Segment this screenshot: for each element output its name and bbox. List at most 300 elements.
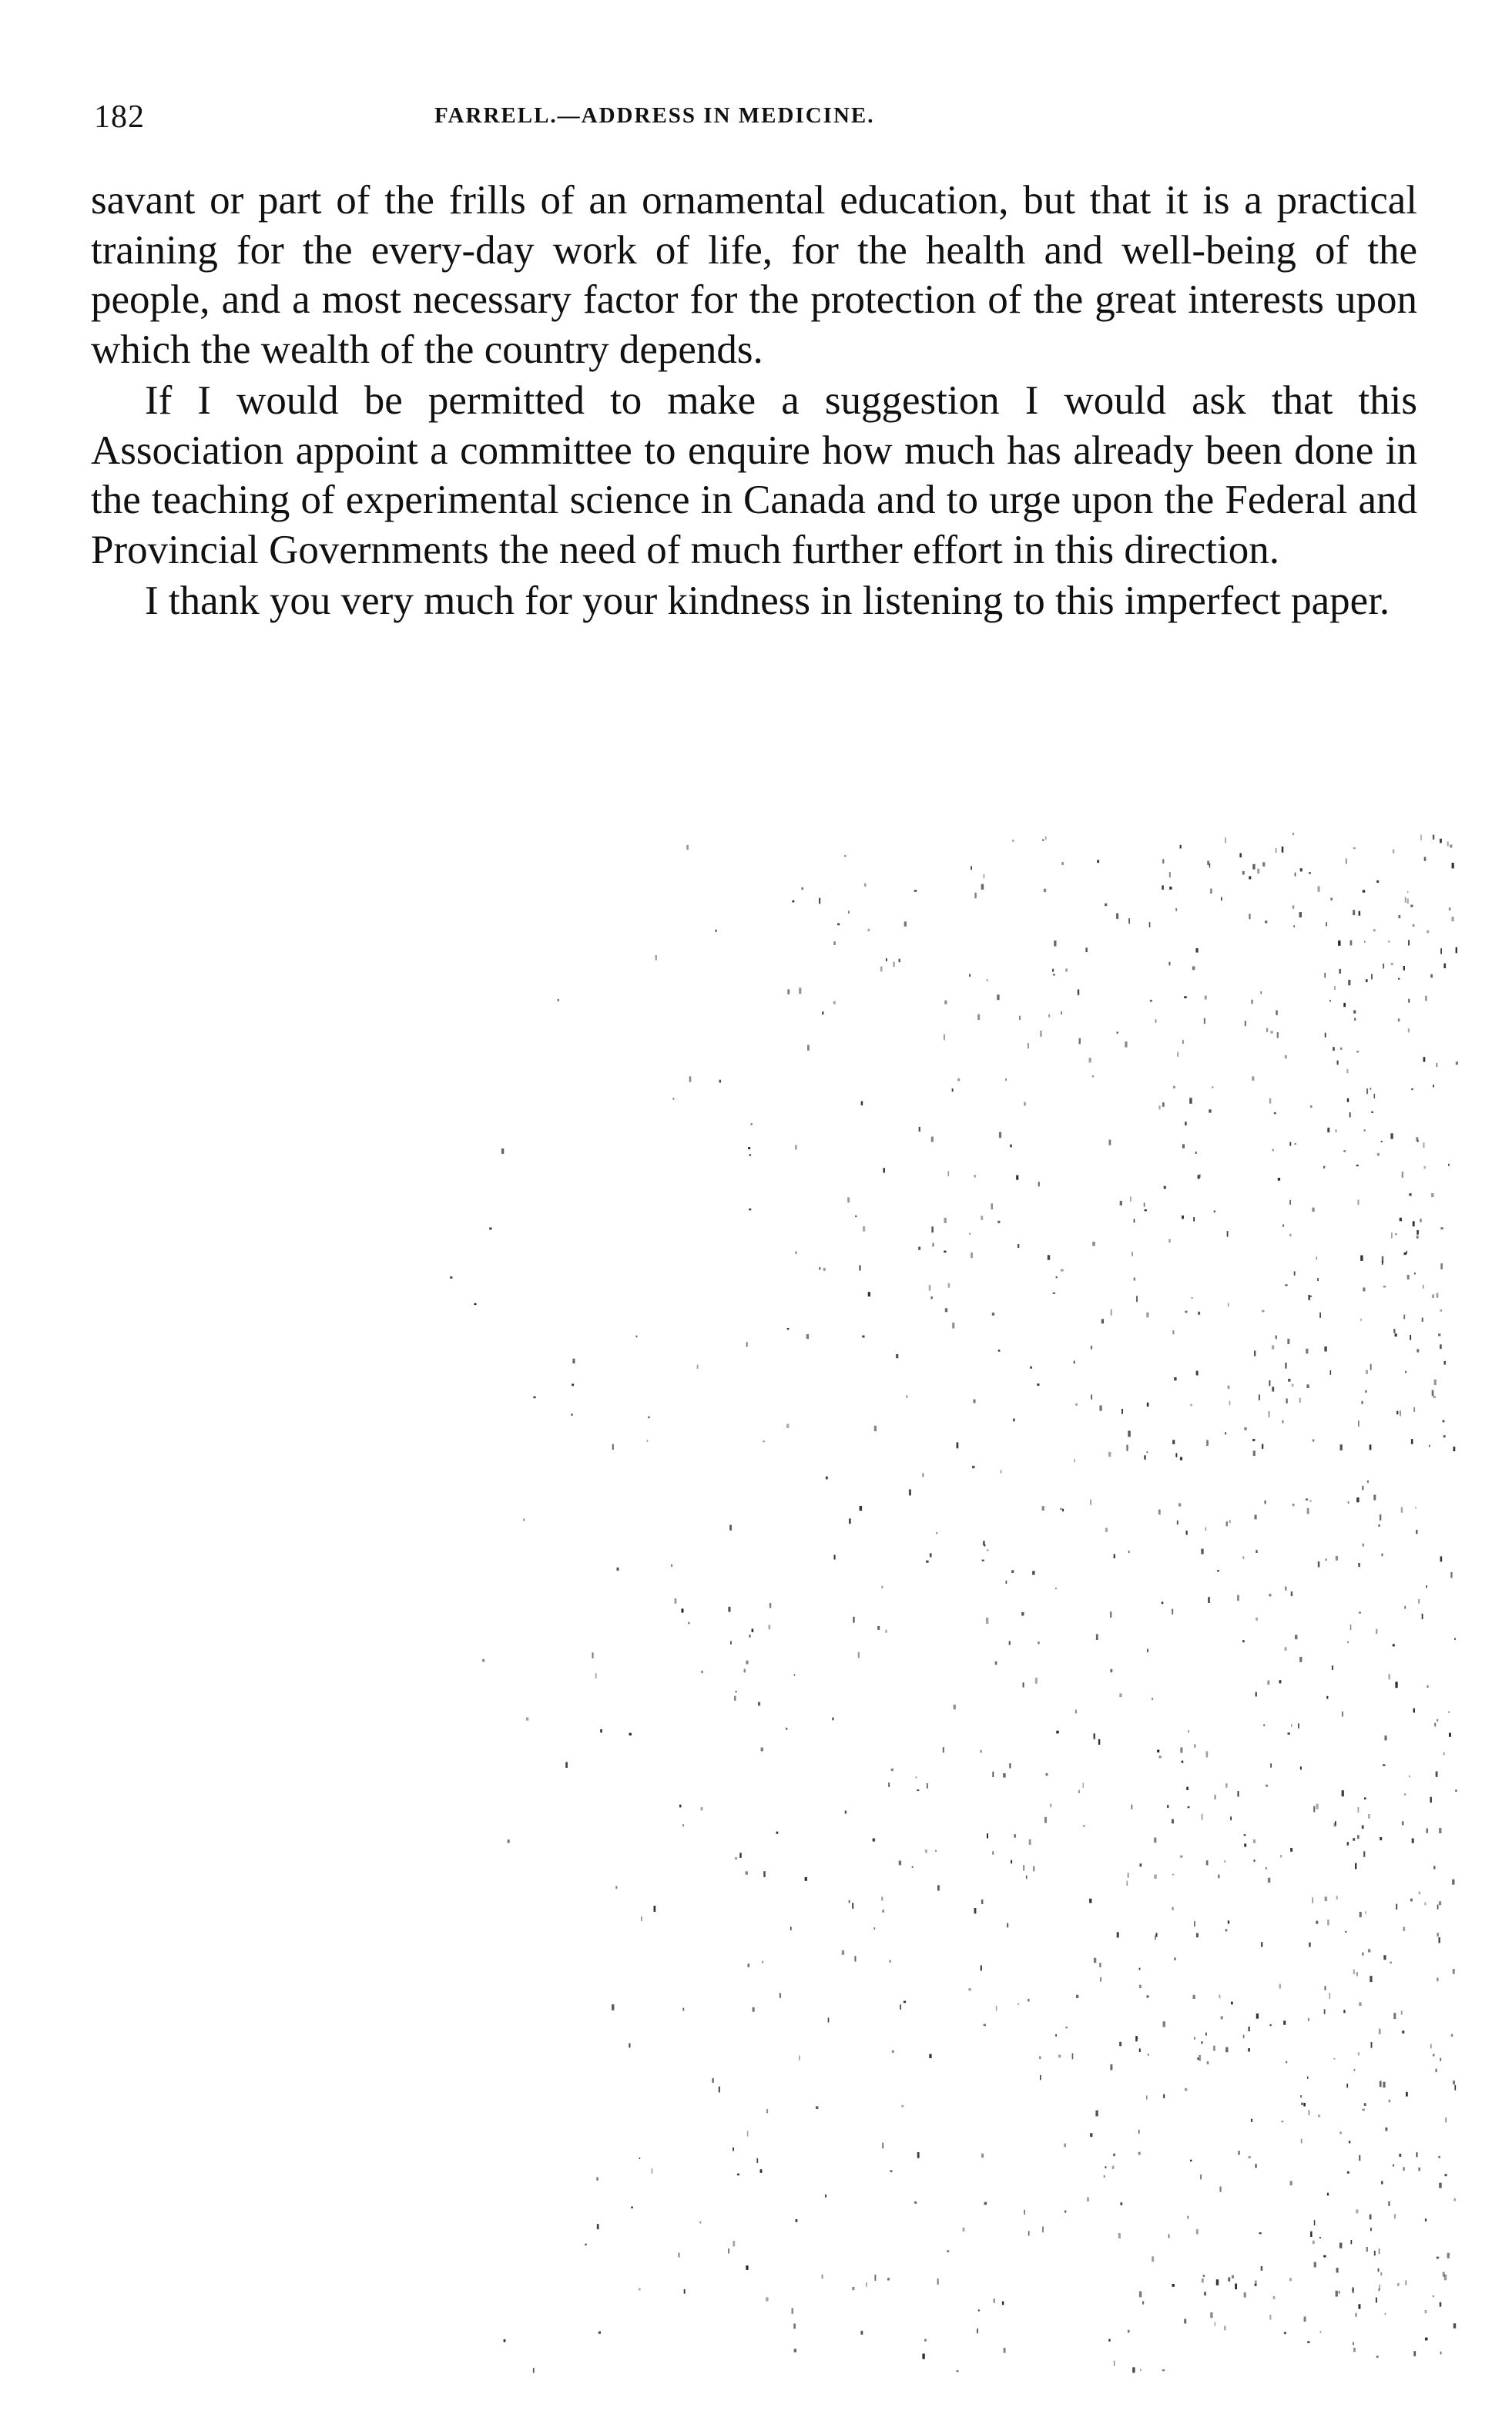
speckle-dot bbox=[984, 2024, 986, 2027]
speckle-dot bbox=[1353, 2348, 1356, 2352]
speckle-dot bbox=[1306, 1349, 1308, 1354]
speckle-dot bbox=[1329, 1000, 1331, 1001]
speckle-dot bbox=[1398, 915, 1400, 918]
speckle-dot bbox=[1342, 1790, 1344, 1796]
speckle-dot bbox=[1414, 1273, 1416, 1274]
speckle-dot bbox=[1286, 1399, 1288, 1403]
page-number: 182 bbox=[94, 99, 145, 135]
speckle-dot bbox=[1347, 1842, 1349, 1845]
speckle-dot bbox=[615, 1886, 617, 1889]
speckle-dot bbox=[1186, 1531, 1188, 1534]
speckle-dot bbox=[1430, 1797, 1432, 1802]
speckle-dot bbox=[762, 1961, 763, 1963]
speckle-dot bbox=[1433, 2295, 1435, 2298]
speckle-dot bbox=[849, 1518, 851, 1524]
speckle-dot bbox=[1251, 2119, 1252, 2122]
speckle-dot bbox=[1437, 1905, 1439, 1910]
speckle-dot bbox=[1147, 1403, 1149, 1407]
speckle-dot bbox=[1368, 1949, 1371, 1952]
speckle-dot bbox=[533, 2368, 535, 2373]
speckle-dot bbox=[1265, 1501, 1266, 1504]
speckle-dot bbox=[1182, 1040, 1184, 1044]
speckle-dot bbox=[1257, 869, 1259, 874]
speckle-dot bbox=[1149, 922, 1151, 927]
speckle-dot bbox=[682, 1608, 684, 1612]
speckle-dot bbox=[861, 2331, 863, 2335]
speckle-dot bbox=[1016, 1175, 1018, 1180]
speckle-dot bbox=[1318, 2114, 1320, 2117]
speckle-dot bbox=[1028, 1043, 1029, 1048]
speckle-dot bbox=[1309, 2110, 1310, 2115]
speckle-dot bbox=[749, 1635, 751, 1637]
speckle-dot bbox=[1383, 1955, 1386, 1960]
speckle-dot bbox=[1303, 2103, 1306, 2107]
speckle-dot bbox=[849, 1900, 850, 1903]
speckle-dot bbox=[1147, 1451, 1148, 1453]
speckle-dot bbox=[848, 910, 850, 914]
speckle-dot bbox=[931, 1137, 934, 1142]
speckle-dot bbox=[1374, 1094, 1376, 1098]
speckle-dot bbox=[1269, 1594, 1271, 1596]
speckle-dot bbox=[1349, 1112, 1351, 1117]
speckle-dot bbox=[992, 1313, 994, 1316]
speckle-dot bbox=[1163, 2094, 1165, 2098]
speckle-dot bbox=[1358, 1563, 1360, 1567]
speckle-dot bbox=[1439, 1901, 1441, 1905]
speckle-dot bbox=[1113, 2154, 1115, 2157]
speckle-dot bbox=[1365, 1390, 1366, 1393]
speckle-dot bbox=[1340, 1048, 1342, 1050]
speckle-dot bbox=[1169, 962, 1171, 966]
speckle-dot bbox=[1262, 1444, 1263, 1449]
speckle-dot bbox=[1286, 2061, 1287, 2064]
speckle-dot bbox=[1309, 1943, 1310, 1947]
speckle-dot bbox=[984, 874, 985, 879]
speckle-dot bbox=[1445, 2174, 1447, 2176]
speckle-dot bbox=[1169, 887, 1172, 890]
speckle-dot bbox=[1146, 1313, 1148, 1318]
speckle-dot bbox=[1309, 1501, 1311, 1502]
speckle-dot bbox=[1353, 910, 1355, 915]
speckle-dot bbox=[1119, 2042, 1121, 2047]
speckle-dot bbox=[1437, 1978, 1438, 1982]
speckle-dot bbox=[1447, 842, 1449, 847]
speckle-dot bbox=[977, 2329, 978, 2333]
speckle-dot bbox=[822, 1011, 823, 1014]
speckle-dot bbox=[948, 1283, 950, 1288]
speckle-dot bbox=[1262, 1310, 1265, 1313]
speckle-dot bbox=[1060, 1508, 1061, 1510]
speckle-dot bbox=[1136, 1296, 1138, 1302]
speckle-dot bbox=[1313, 2241, 1315, 2244]
speckle-dot bbox=[1138, 2130, 1140, 2134]
speckle-dot bbox=[1210, 889, 1212, 894]
speckle-dot bbox=[980, 1750, 982, 1753]
speckle-dot bbox=[1048, 1255, 1050, 1259]
speckle-dot bbox=[1207, 861, 1209, 865]
speckle-dot bbox=[1238, 1791, 1239, 1796]
speckle-dot bbox=[1423, 1285, 1424, 1289]
speckle-dot bbox=[1269, 1411, 1270, 1417]
speckle-dot bbox=[1013, 1419, 1014, 1422]
speckle-dot bbox=[1276, 848, 1277, 853]
speckle-dot bbox=[1162, 2369, 1165, 2371]
speckle-dot bbox=[1201, 1549, 1203, 1554]
speckle-dot bbox=[1142, 2301, 1144, 2304]
speckle-dot bbox=[1430, 2044, 1432, 2049]
speckle-dot bbox=[1202, 2279, 1204, 2283]
speckle-dot bbox=[1087, 2197, 1089, 2201]
speckle-dot bbox=[1225, 837, 1226, 843]
speckle-dot bbox=[1390, 1962, 1392, 1964]
speckle-dot bbox=[1032, 1571, 1035, 1574]
speckle-dot bbox=[863, 1226, 865, 1232]
speckle-dot bbox=[1324, 973, 1326, 977]
speckle-dot bbox=[900, 2004, 901, 2010]
running-head: FARRELL.—ADDRESS IN MEDICINE. bbox=[434, 103, 875, 128]
speckle-dot bbox=[1294, 1272, 1296, 1276]
speckle-dot bbox=[1356, 1972, 1358, 1976]
speckle-dot bbox=[1307, 1508, 1309, 1514]
speckle-dot bbox=[916, 1776, 917, 1779]
speckle-dot bbox=[585, 2244, 587, 2245]
speckle-dot bbox=[1254, 1350, 1256, 1356]
speckle-dot bbox=[1168, 1239, 1170, 1243]
speckle-dot bbox=[596, 2178, 598, 2181]
speckle-dot bbox=[592, 1652, 593, 1658]
speckle-dot bbox=[971, 1252, 973, 1258]
speckle-dot bbox=[1415, 1507, 1416, 1508]
speckle-dot bbox=[1359, 911, 1361, 916]
speckle-dot bbox=[999, 1132, 1001, 1138]
speckle-dot bbox=[1374, 2251, 1376, 2255]
speckle-dot bbox=[679, 1805, 682, 1808]
speckle-dot bbox=[904, 921, 907, 927]
speckle-dot bbox=[987, 979, 988, 981]
speckle-dot bbox=[1203, 2275, 1205, 2277]
speckle-dot bbox=[1405, 2281, 1406, 2285]
speckle-dot bbox=[1306, 1498, 1308, 1500]
speckle-dot bbox=[1029, 1839, 1031, 1845]
speckle-dot bbox=[1364, 2103, 1366, 2106]
speckle-dot bbox=[1343, 1003, 1346, 1007]
speckle-dot bbox=[1370, 1088, 1372, 1089]
speckle-dot bbox=[943, 1747, 944, 1752]
speckle-dot bbox=[1402, 1172, 1403, 1178]
speckle-dot bbox=[1370, 2228, 1372, 2231]
speckle-dot bbox=[1405, 897, 1406, 903]
speckle-dot bbox=[1010, 1145, 1012, 1148]
speckle-dot bbox=[1439, 1937, 1440, 1943]
speckle-dot bbox=[1356, 2209, 1358, 2213]
speckle-dot bbox=[776, 1832, 779, 1834]
speckle-dot bbox=[526, 1718, 528, 1721]
speckle-dot bbox=[1195, 1152, 1197, 1154]
speckle-dot bbox=[1436, 1772, 1438, 1777]
speckle-dot bbox=[1279, 1680, 1282, 1683]
speckle-dot bbox=[1044, 1817, 1047, 1823]
speckle-dot bbox=[1372, 1112, 1373, 1113]
speckle-dot bbox=[822, 2275, 823, 2279]
speckle-dot bbox=[1395, 1682, 1397, 1688]
speckle-dot bbox=[1330, 1370, 1332, 1375]
speckle-dot bbox=[1193, 1217, 1195, 1222]
speckle-dot bbox=[1244, 1834, 1246, 1836]
speckle-dot bbox=[816, 2106, 818, 2109]
speckle-dot bbox=[1402, 1821, 1404, 1825]
speckle-dot bbox=[1065, 2027, 1068, 2028]
speckle-dot bbox=[1327, 1128, 1329, 1132]
speckle-dot bbox=[1366, 2247, 1368, 2252]
speckle-dot bbox=[1420, 835, 1422, 840]
speckle-dot bbox=[1185, 1311, 1187, 1313]
speckle-dot bbox=[617, 1568, 619, 1571]
speckle-dot bbox=[1139, 2048, 1141, 2052]
speckle-dot bbox=[819, 898, 820, 904]
speckle-dot bbox=[1188, 1730, 1189, 1732]
speckle-dot bbox=[1274, 1112, 1276, 1114]
speckle-dot bbox=[746, 1342, 748, 1346]
speckle-dot bbox=[1204, 2292, 1206, 2295]
speckle-dot bbox=[1411, 1088, 1413, 1090]
speckle-dot bbox=[1433, 1866, 1435, 1869]
speckle-dot bbox=[936, 1532, 937, 1534]
speckle-dot bbox=[957, 2370, 959, 2372]
speckle-dot bbox=[1182, 1144, 1185, 1148]
speckle-dot bbox=[1357, 1199, 1359, 1205]
speckle-dot bbox=[1033, 1866, 1034, 1872]
speckle-dot bbox=[1389, 1674, 1390, 1679]
speckle-dot bbox=[1382, 1261, 1383, 1265]
page-header bbox=[94, 99, 1419, 145]
speckle-dot bbox=[1009, 1641, 1011, 1645]
speckle-dot bbox=[1072, 2054, 1074, 2060]
speckle-dot bbox=[952, 1323, 954, 1329]
speckle-dot bbox=[1385, 2128, 1387, 2131]
speckle-dot bbox=[1423, 1057, 1426, 1061]
speckle-dot bbox=[1437, 1293, 1439, 1298]
speckle-dot bbox=[1230, 1816, 1232, 1820]
speckle-dot bbox=[1193, 1995, 1195, 1999]
speckle-dot bbox=[1323, 2255, 1326, 2258]
speckle-dot bbox=[688, 1622, 689, 1625]
speckle-dot bbox=[1259, 2232, 1262, 2234]
speckle-dot bbox=[572, 1359, 575, 1363]
speckle-dot bbox=[1370, 1364, 1372, 1370]
speckle-dot bbox=[766, 2297, 768, 2301]
speckle-dot bbox=[631, 2207, 633, 2208]
speckle-dot bbox=[1079, 1038, 1081, 1045]
speckle-dot bbox=[1147, 1995, 1149, 1997]
speckle-dot bbox=[1092, 1075, 1094, 1077]
speckle-dot bbox=[1345, 1931, 1346, 1933]
speckle-dot bbox=[1099, 1963, 1101, 1967]
speckle-dot bbox=[866, 2282, 867, 2287]
speckle-dot bbox=[1162, 885, 1164, 890]
speckle-dot bbox=[931, 1226, 934, 1232]
speckle-dot bbox=[930, 1296, 933, 1299]
speckle-dot bbox=[1259, 1394, 1260, 1400]
speckle-dot bbox=[1186, 1787, 1188, 1790]
speckle-dot bbox=[892, 2051, 894, 2053]
speckle-dot bbox=[1229, 1520, 1231, 1523]
speckle-dot bbox=[1333, 1823, 1336, 1826]
body-text bbox=[91, 176, 1417, 626]
speckle-dot bbox=[1120, 2202, 1122, 2205]
speckle-dot bbox=[1394, 2214, 1396, 2218]
speckle-dot bbox=[1450, 1572, 1452, 1578]
speckle-dot bbox=[1351, 2240, 1353, 2244]
speckle-dot bbox=[1184, 996, 1187, 998]
speckle-dot bbox=[1395, 1233, 1397, 1236]
speckle-dot bbox=[1288, 1379, 1290, 1382]
speckle-dot bbox=[1403, 1926, 1405, 1931]
speckle-dot bbox=[1197, 2057, 1199, 2060]
speckle-dot bbox=[984, 2202, 987, 2205]
speckle-dot bbox=[1300, 868, 1302, 871]
speckle-dot bbox=[1451, 2034, 1453, 2037]
speckle-dot bbox=[859, 1266, 860, 1271]
speckle-dot bbox=[864, 884, 866, 887]
speckle-dot bbox=[558, 999, 559, 1001]
speckle-dot bbox=[1017, 1244, 1020, 1248]
speckle-dot bbox=[1445, 2118, 1447, 2122]
speckle-dot bbox=[1325, 1033, 1326, 1038]
speckle-dot bbox=[716, 930, 717, 932]
speckle-dot bbox=[1282, 1420, 1284, 1423]
speckle-dot bbox=[963, 2228, 965, 2232]
speckle-dot bbox=[641, 1916, 642, 1921]
speckle-dot bbox=[794, 1674, 796, 1675]
speckle-dot bbox=[1416, 1349, 1419, 1352]
speckle-dot bbox=[1371, 974, 1373, 979]
speckle-dot bbox=[1291, 1724, 1292, 1727]
speckle-dot bbox=[1438, 2156, 1440, 2158]
speckle-dot bbox=[1184, 2319, 1186, 2323]
speckle-dot bbox=[1206, 1860, 1209, 1865]
speckle-dot bbox=[1007, 1923, 1008, 1928]
speckle-dot bbox=[1205, 2033, 1207, 2036]
speckle-dot bbox=[1289, 2278, 1292, 2281]
speckle-dot bbox=[1055, 1588, 1057, 1589]
speckle-dot bbox=[1326, 922, 1327, 926]
speckle-dot bbox=[1265, 920, 1267, 923]
speckle-dot bbox=[766, 2109, 768, 2113]
speckle-dot bbox=[1140, 1863, 1142, 1866]
speckle-dot bbox=[1353, 2289, 1354, 2291]
speckle-dot bbox=[1138, 2152, 1141, 2155]
speckle-dot bbox=[1134, 1278, 1135, 1281]
speckle-dot bbox=[1118, 2233, 1121, 2238]
speckle-dot bbox=[1130, 1196, 1131, 1202]
speckle-dot bbox=[901, 2105, 904, 2108]
speckle-dot bbox=[1380, 2081, 1382, 2087]
speckle-dot bbox=[853, 1617, 855, 1623]
speckle-dot bbox=[1423, 1142, 1425, 1148]
speckle-dot bbox=[1347, 1098, 1349, 1102]
speckle-dot bbox=[1254, 1859, 1256, 1862]
speckle-dot bbox=[1252, 1076, 1254, 1080]
speckle-dot bbox=[701, 1807, 703, 1810]
speckle-dot bbox=[1208, 1597, 1210, 1603]
speckle-dot bbox=[1454, 1638, 1456, 1640]
speckle-dot bbox=[1338, 941, 1340, 946]
speckle-dot bbox=[1251, 1000, 1252, 1004]
speckle-dot bbox=[733, 2241, 735, 2246]
speckle-dot bbox=[450, 1276, 453, 1279]
speckle-dot bbox=[1045, 837, 1047, 840]
speckle-dot bbox=[1152, 2256, 1154, 2262]
speckle-dot bbox=[751, 1123, 753, 1125]
speckle-dot bbox=[1216, 2279, 1219, 2285]
speckle-dot bbox=[1317, 886, 1319, 891]
speckle-dot bbox=[906, 1395, 907, 1398]
speckle-dot bbox=[1244, 2292, 1246, 2298]
speckle-dot bbox=[1014, 1834, 1016, 1838]
speckle-dot bbox=[1038, 1641, 1039, 1644]
speckle-dot bbox=[1030, 1366, 1032, 1369]
speckle-dot bbox=[837, 924, 840, 926]
speckle-dot bbox=[1221, 2016, 1223, 2019]
speckle-dot bbox=[1354, 1018, 1356, 1021]
speckle-dot bbox=[1228, 1303, 1229, 1307]
speckle-dot bbox=[1267, 1681, 1269, 1685]
speckle-dot bbox=[1320, 2331, 1322, 2332]
speckle-dot bbox=[1061, 1011, 1062, 1014]
speckle-dot bbox=[944, 1034, 945, 1041]
speckle-dot bbox=[1356, 1165, 1359, 1166]
speckle-dot bbox=[1449, 907, 1451, 910]
speckle-dot bbox=[1172, 1819, 1174, 1824]
speckle-dot bbox=[1403, 2167, 1405, 2171]
speckle-dot bbox=[652, 2168, 653, 2174]
speckle-dot bbox=[882, 2143, 883, 2148]
speckle-dot bbox=[1111, 1309, 1112, 1316]
speckle-dot bbox=[1439, 2183, 1442, 2188]
speckle-dot bbox=[1091, 1395, 1092, 1400]
speckle-dot bbox=[1433, 1085, 1434, 1088]
speckle-dot bbox=[1205, 1527, 1207, 1531]
speckle-dot bbox=[932, 1243, 934, 1247]
speckle-dot bbox=[1256, 1618, 1258, 1621]
speckle-dot bbox=[1215, 1795, 1216, 1799]
speckle-dot bbox=[1443, 1420, 1445, 1423]
speckle-dot bbox=[1408, 999, 1410, 1003]
speckle-dot bbox=[1232, 2275, 1234, 2279]
speckle-dot bbox=[1370, 1976, 1372, 1982]
speckle-dot bbox=[1272, 1345, 1274, 1349]
speckle-dot bbox=[769, 1625, 771, 1629]
speckle-dot bbox=[749, 1209, 751, 1211]
speckle-dot bbox=[1078, 990, 1079, 995]
speckle-dot bbox=[924, 2339, 927, 2342]
speckle-dot bbox=[1346, 859, 1347, 864]
speckle-dot bbox=[890, 1960, 891, 1963]
speckle-dot bbox=[1140, 2369, 1142, 2371]
speckle-dot bbox=[1449, 1733, 1451, 1737]
speckle-dot bbox=[1313, 1440, 1315, 1442]
speckle-dot bbox=[935, 1850, 937, 1853]
speckle-dot bbox=[1365, 1911, 1366, 1913]
speckle-dot bbox=[1097, 860, 1099, 863]
speckle-dot bbox=[1192, 1297, 1193, 1299]
speckle-dot bbox=[1407, 898, 1409, 904]
speckle-dot bbox=[1336, 1896, 1338, 1900]
speckle-dot bbox=[1158, 1105, 1160, 1109]
speckle-dot bbox=[1261, 2266, 1263, 2271]
speckle-dot bbox=[1096, 1634, 1098, 1640]
speckle-dot bbox=[1359, 2002, 1361, 2006]
